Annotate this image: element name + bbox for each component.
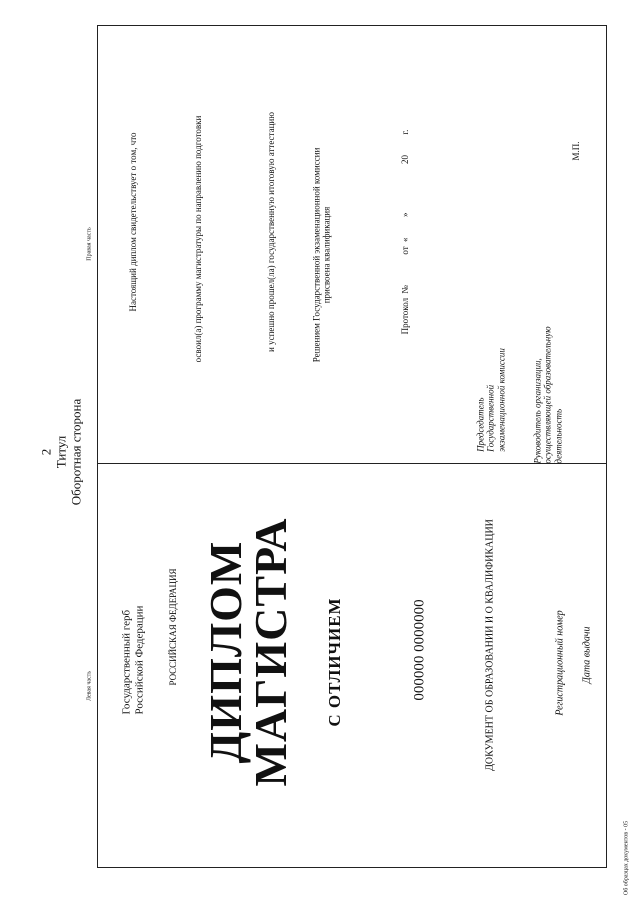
protocol-year: 20 <box>399 155 410 165</box>
protocol-date-open: от « <box>399 237 410 255</box>
footer-note: Об образцах документов - 05 <box>623 820 630 896</box>
head-line: деятельность <box>553 408 564 464</box>
page-number: 2 <box>38 448 54 456</box>
organization-head-label <box>532 326 563 463</box>
coat-of-arms-line: Российской Федерации <box>133 605 145 715</box>
page-heading <box>40 399 85 505</box>
page-subtitle: Оборотная сторона <box>68 398 84 506</box>
right-part-label: Правая часть <box>86 227 93 261</box>
attestation-line: и успешно прошел(ла) государственную итоговую аттестацию <box>265 112 276 352</box>
decision-line: присвоена квалификация <box>322 206 332 304</box>
left-part-label: Левая часть <box>86 670 93 702</box>
diploma-title <box>199 517 296 787</box>
protocol-line <box>400 130 410 335</box>
coat-of-arms-line: Государственный герб <box>120 609 133 715</box>
coat-of-arms-caption <box>120 606 145 715</box>
protocol-number-label: Протокол № <box>399 285 410 335</box>
decision-line: Решением Государственной экзаменационной комиссии <box>311 147 322 363</box>
chairman-line: Председатель <box>475 397 486 452</box>
stamp-placeholder: М.П. <box>570 141 581 161</box>
program-line: освоил(а) программу магистратуры по направлению подготовки <box>192 115 203 363</box>
commission-chairman-label <box>475 348 506 452</box>
document-type: ДОКУМЕНТ ОБ ОБРАЗОВАНИИ И О КВАЛИФИКАЦИИ <box>484 519 496 771</box>
protocol-year-suffix: г. <box>399 129 410 135</box>
chairman-line: Государственной <box>485 384 496 452</box>
honors-label: С ОТЛИЧИЕМ <box>325 597 345 727</box>
issue-date-label: Дата выдачи <box>581 626 593 684</box>
diploma-frame <box>97 25 607 868</box>
country-name: РОССИЙСКАЯ ФЕДЕРАЦИЯ <box>167 568 178 686</box>
chairman-line: экзаменационной комиссии <box>496 348 507 452</box>
fold-line <box>98 463 606 464</box>
registration-number-label: Регистрационный номер <box>554 610 566 716</box>
serial-number: 000000 0000000 <box>411 599 428 701</box>
diploma-title-line: ДИПЛОМ <box>199 540 251 764</box>
head-line: осуществляющей образовательную <box>542 326 553 464</box>
protocol-date-close: » <box>399 212 410 218</box>
page-title: Титул <box>53 435 69 469</box>
qualification-decision <box>312 148 333 363</box>
head-line: Руководитель организации, <box>532 358 543 464</box>
certify-line: Настоящий диплом свидетельствует о том, что <box>127 132 138 312</box>
diploma-title-line: МАГИСТРА <box>245 517 296 787</box>
